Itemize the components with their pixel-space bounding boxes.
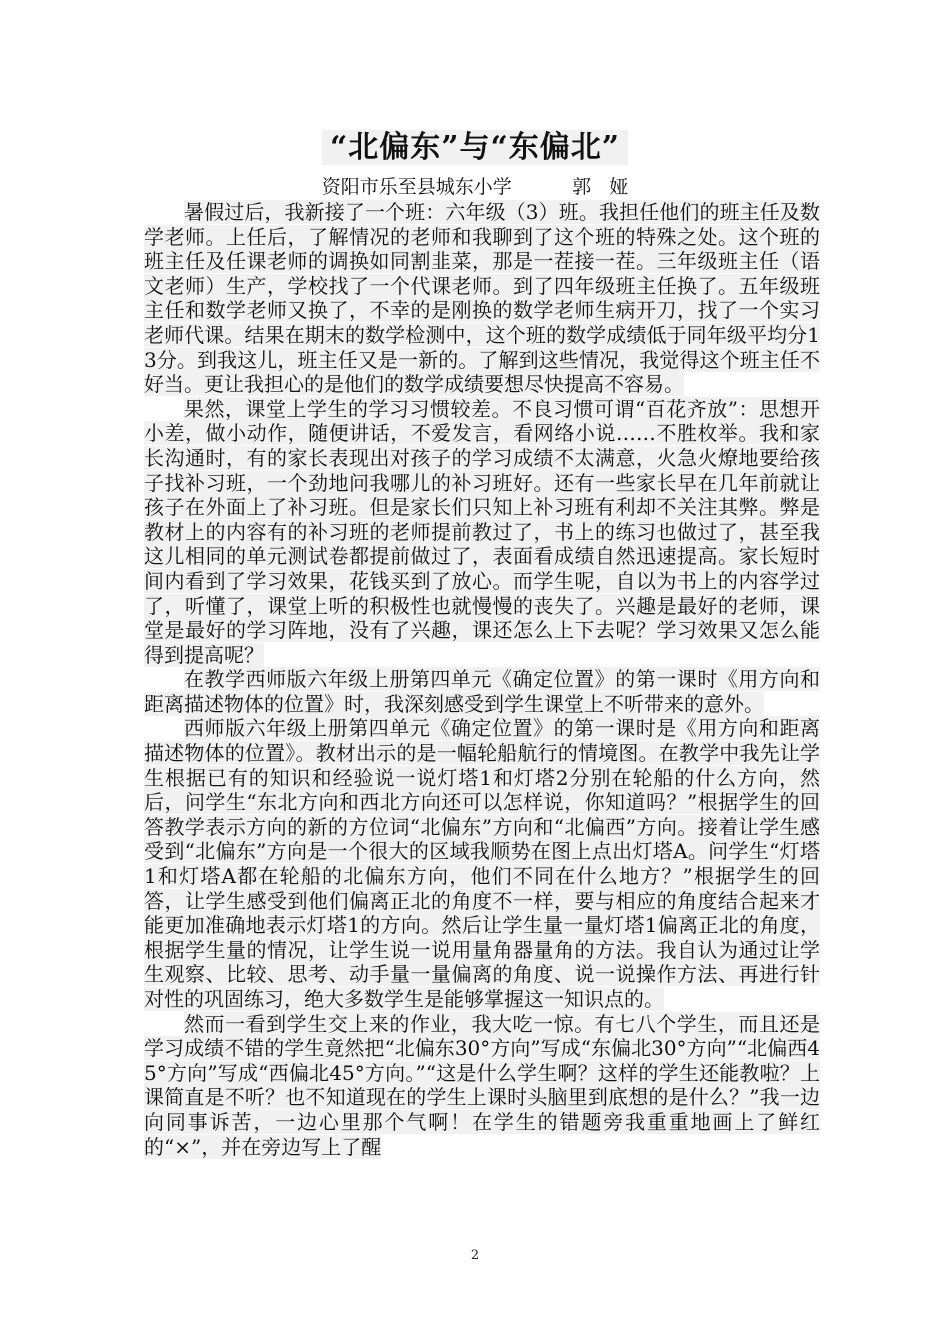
paragraph-2-text: 果然，课堂上学生的学习习惯较差。不良习惯可谓“百花齐放”：思想开小差，做小动作，随便讲话，不爱发言，看网络小说……不胜枚举。我和家长沟通时，有的家长表现出对孩子的学习成绩不太满意，火急火燎地要给孩子找补习班，一个劲地问我哪儿的补习班好。还有一些家长早在几年前就让孩子在外面上了补习班。但是家长们只知上补习班有利却不关注其弊。弊是教材上的内容有的补习班的老师提前教过了，书上的练习也做过了，甚至我这儿相同的单元测试卷都提前做过了，表面看成绩自然迅速提高。家长短时间内看到了学习效果，花钱买到了放心。而学生呢，自以为书上的内容学过了，听懂了，课堂上听的积极性也就慢慢的丧失了。兴趣是最好的老师，课堂是最好的学习阵地，没有了兴趣，课还怎么上下去呢？学习效果又怎么能得到提高呢？	[144, 396, 820, 667]
page-number: 2	[470, 1248, 480, 1263]
paragraph-1-text: 暑假过后，我新接了一个班：六年级（3）班。我担任他们的班主任及数学老师。上任后，了解情况的老师和我聊到了这个班的特殊之处。这个班的班主任及任课老师的调换如同割韭菜，那是一茬接一茬。三年级班主任（语文老师）生产，学校找了一个代课老师。到了四年级班主任换了。五年级班主任和数学老师又换了，不幸的是刚换的数学老师生病开刀，找了一个实习老师代课。结果在期末的数学检测中，这个班的数学成绩低于同年级平均分13分。到我这儿，班主任又是一新的。了解到这些情况，我觉得这个班主任不好当。更让我担心的是他们的数学成绩要想尽快提高不容易。	[144, 200, 820, 397]
document-title-text: “北偏东”与“东偏北”	[322, 130, 628, 165]
author-byline: 资阳市乐至县城东小学 郭 娅	[321, 176, 629, 198]
document-body	[144, 200, 820, 1159]
paragraph-1	[144, 200, 820, 397]
paragraph-5-text: 然而一看到学生交上来的作业，我大吃一惊。有七八个学生，而且还是学习成绩不错的学生竟然把“北偏东30°方向”写成“东偏北30°方向”“北偏西45°方向”写成“西偏北45°方向。”“这是什么学生啊？这样的学生还能教啦？上课简直是不听？也不知道现在的学生上课时头脑里到底想的是什么？”我一边向同事诉苦，一边心里那个气啊！在学生的错题旁我重重地画上了鲜红的“×”，并在旁边写上了醒	[144, 1011, 820, 1159]
paragraph-4-text: 西师版六年级上册第四单元《确定位置》的第一课时是《用方向和距离描述物体的位置》。教材出示的是一幅轮船航行的情境图。在教学中我先让学生根据已有的知识和经验说一说灯塔1和灯塔2分别在轮船的什么方向，然后，问学生“东北方向和西北方向还可以怎样说，你知道吗？”根据学生的回答教学表示方向的新的方位词“北偏东”方向和“北偏西”方向。接着让学生感受到“北偏东”方向是一个很大的区域我顺势在图上点出灯塔A。问学生“灯塔1和灯塔A都在轮船的北偏东方向，他们不同在什么地方？”根据学生的回答，让学生感受到他们偏离正北的角度不一样，要与相应的角度结合起来才能更加准确地表示灯塔1的方向。然后让学生量一量灯塔1偏离正北的角度，根据学生量的情况，让学生说一说用量角器量角的方法。我自认为通过让学生观察、比较、思考、动手量一量偏离的角度、说一说操作方法、再进行针对性的巩固练习，绝大多数学生是能够掌握这一知识点的。	[144, 716, 820, 1011]
document-title	[0, 128, 950, 168]
paragraph-5	[144, 1012, 820, 1160]
paragraph-3	[144, 667, 820, 716]
paragraph-2	[144, 397, 820, 668]
paragraph-3-text: 在教学西师版六年级上册第四单元《确定位置》的第一课时《用方向和距离描述物体的位置》时，我深刻感受到学生课堂上不听带来的意外。	[144, 667, 820, 716]
paragraph-4	[144, 716, 820, 1011]
